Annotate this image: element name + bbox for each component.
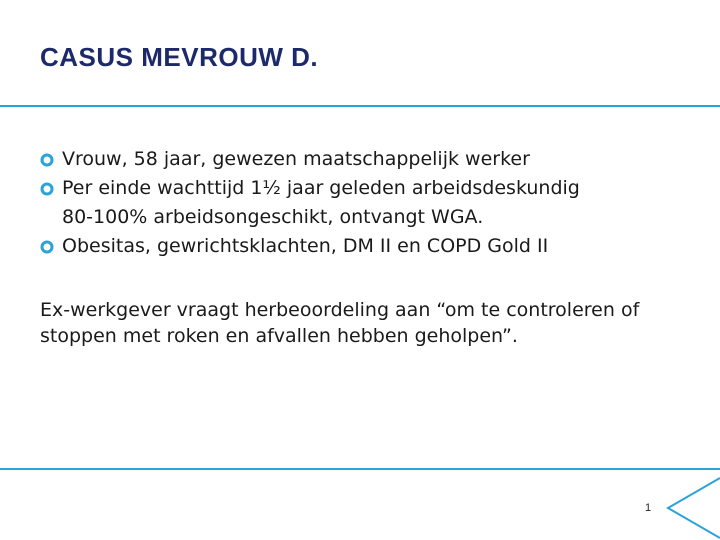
blue-ring-bullet-icon (40, 240, 54, 254)
body-paragraph: Ex-werkgever vraagt herbeoordeling aan “om te controleren of stoppen met roken en afvallen hebben geholpen”. (40, 299, 640, 347)
bullet-list (40, 145, 700, 261)
page-number: 1 (645, 502, 652, 514)
chevron-corner-icon (660, 470, 720, 540)
title-divider (0, 105, 720, 107)
slide-title: CASUS MEVROUW D. (40, 42, 319, 72)
bullet-item (40, 174, 700, 232)
bullet-item (40, 232, 700, 261)
bullet-text: Vrouw, 58 jaar, gewezen maatschappelijk werker (62, 148, 530, 170)
footer-divider (0, 468, 720, 470)
bullet-item (40, 145, 700, 174)
bullet-text-continuation: 80-100% arbeidsongeschikt, ontvangt WGA. (62, 206, 484, 228)
bullet-text: Per einde wachttijd 1½ jaar geleden arbeidsdeskundig (62, 177, 580, 199)
bullet-text: Obesitas, gewrichtsklachten, DM II en COPD Gold II (62, 235, 549, 257)
blue-ring-bullet-icon (40, 153, 54, 167)
blue-ring-bullet-icon (40, 182, 54, 196)
